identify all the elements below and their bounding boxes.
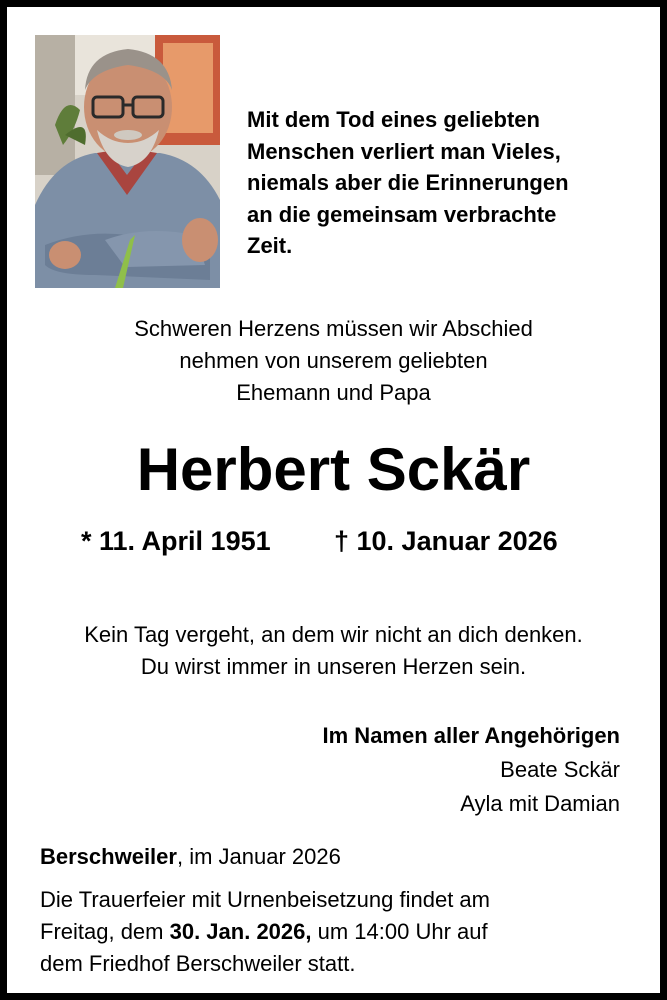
funeral-line xyxy=(40,916,640,948)
signoff-name: Ayla mit Damian xyxy=(460,791,620,816)
intro-line: nehmen von unserem geliebten xyxy=(179,348,488,373)
place-town: Berschweiler xyxy=(40,844,177,869)
closing-text xyxy=(7,619,660,683)
quote-line: niemals aber die Erinnerungen xyxy=(247,170,569,195)
place-date-line xyxy=(40,841,341,873)
funeral-info xyxy=(40,884,640,980)
place-date: , im Januar 2026 xyxy=(176,844,341,869)
deceased-name: Herbert Sckär xyxy=(136,436,531,503)
death-date: † 10. Januar 2026 xyxy=(334,526,558,556)
portrait-photo xyxy=(35,35,220,288)
intro-line: Ehemann und Papa xyxy=(236,380,431,405)
quote-line: Menschen verliert man Vieles, xyxy=(247,138,561,164)
funeral-date: 30. Jan. 2026, xyxy=(169,919,312,944)
signoff-heading: Im Namen aller Angehörigen xyxy=(322,723,620,748)
family-signoff xyxy=(323,719,620,821)
closing-line: Kein Tag vergeht, an dem wir nicht an dich denken. xyxy=(84,622,583,647)
funeral-line2-pre: Freitag, dem xyxy=(40,919,170,944)
intro-text xyxy=(7,313,660,409)
birth-date: * 11. April 1951 xyxy=(81,526,271,556)
life-dates xyxy=(81,523,641,559)
quote-line: an die gemeinsam verbrachte xyxy=(247,201,557,227)
funeral-line2-post: um 14:00 Uhr auf xyxy=(311,919,488,944)
quote-line: Zeit. xyxy=(247,233,293,258)
funeral-line: Die Trauerfeier mit Urnenbeisetzung findet am xyxy=(40,887,490,912)
intro-line: Schweren Herzens müssen wir Abschied xyxy=(134,316,533,341)
quote-line: Mit dem Tod eines geliebten xyxy=(247,107,540,132)
funeral-line: dem Friedhof Berschweiler statt. xyxy=(40,951,356,976)
closing-line: Du wirst immer in unseren Herzen sein. xyxy=(140,654,527,679)
signoff-name: Beate Sckär xyxy=(500,757,620,782)
memorial-quote xyxy=(247,104,647,262)
